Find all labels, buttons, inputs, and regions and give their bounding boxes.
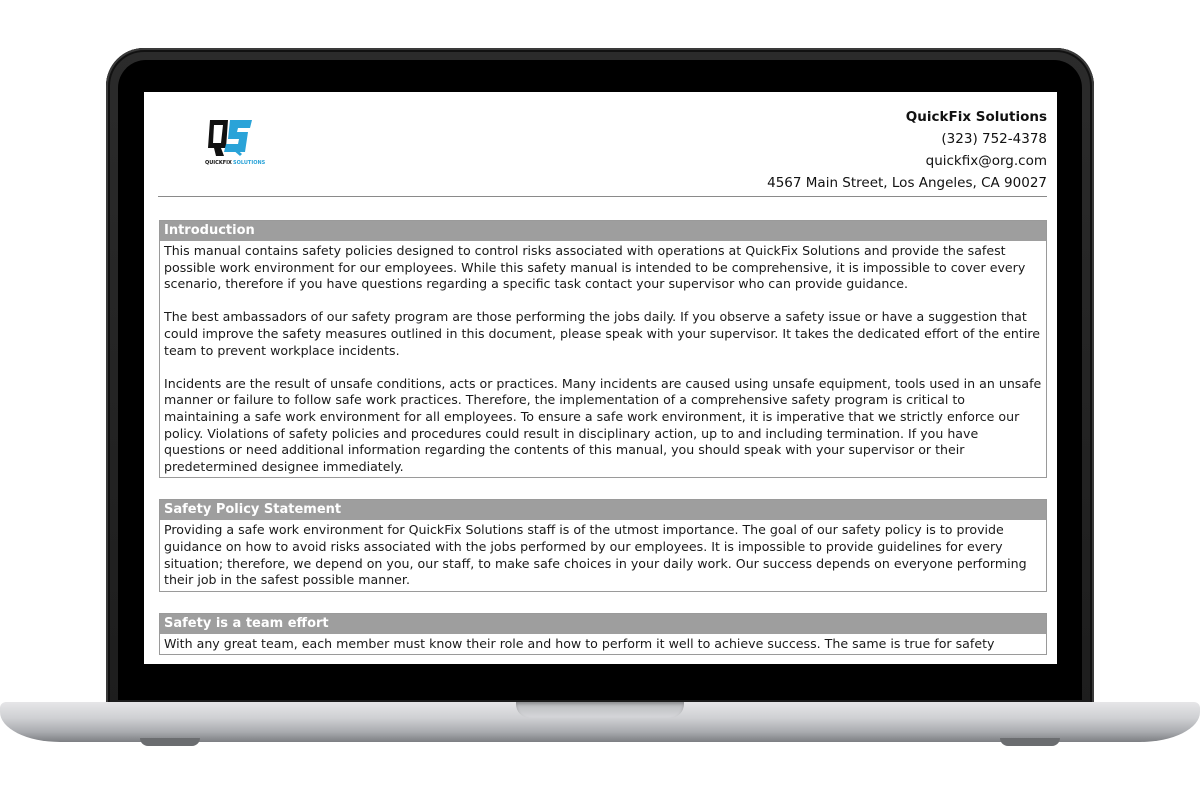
- section-body: [160, 634, 1046, 655]
- laptop-opening-notch: [516, 702, 684, 718]
- company-contact-block: [767, 106, 1047, 194]
- svg-text:QUICKFIX: QUICKFIX: [205, 160, 232, 166]
- paragraph: Providing a safe work environment for QuickFix Solutions staff is of the utmost importance. The goal of our safety policy is to provide guidance on how to avoid risks associated with the jobs performed by our employees. It is impossible to provide guidelines for every situation; therefore, we depend on you, our staff, to make safe choices in your daily work. Our success depends on everyone performing their job in the safest possible manner.: [164, 522, 1027, 588]
- document-screen[interactable]: [144, 92, 1057, 664]
- paragraph: This manual contains safety policies designed to control risks associated with operations at QuickFix Solutions and provide the safest possible work environment for our employees. While this safety manual is intended to be comprehensive, it is impossible to cover every scenario, therefore if you have questions regarding a specific task contact your supervisor who can provide guidance.: [164, 243, 1026, 292]
- section-body: [160, 520, 1046, 590]
- paragraph: With any great team, each member must know their role and how to perform it well to achieve success. The same is true for safety: [164, 635, 995, 651]
- svg-text:SOLUTIONS: SOLUTIONS: [233, 160, 266, 166]
- section-safety-team-effort: [159, 613, 1047, 656]
- laptop-foot-left: [140, 738, 200, 746]
- company-address: 4567 Main Street, Los Angeles, CA 90027: [767, 175, 1047, 191]
- document-header: [158, 92, 1047, 197]
- company-phone: (323) 752-4378: [941, 131, 1047, 147]
- section-safety-policy-statement: [159, 499, 1047, 591]
- paragraph: Incidents are the result of unsafe conditions, acts or practices. Many incidents are caused using unsafe equipment, tools used in an unsafe manner or failure to follow safe work practices. Therefore, the implementation of a comprehensive safety program is critical to maintaining a safe work environment for all employees. To ensure a safe work environment, it is imperative that we strictly enforce our policy. Violations of safety policies and procedures could result in disciplinary action, up to and including termination. If you have questions or need additional information regarding the contents of this manual, you should speak with your supervisor or their predetermined designee immediately.: [164, 375, 1042, 474]
- company-email: quickfix@org.com: [925, 153, 1047, 169]
- quickfix-logo-icon: [204, 114, 266, 166]
- section-title: Introduction: [160, 221, 1046, 241]
- section-title: Safety Policy Statement: [160, 500, 1046, 520]
- paragraph: The best ambassadors of our safety program are those performing the jobs daily. If you observe a safety issue or have a suggestion that could improve the safety measures outlined in this document, please speak with your supervisor. It takes the dedicated effort of the entire team to prevent workplace incidents.: [164, 309, 1040, 358]
- section-introduction: [159, 220, 1047, 478]
- section-body: [160, 241, 1046, 477]
- section-title: Safety is a team effort: [160, 614, 1046, 634]
- laptop-foot-right: [1000, 738, 1060, 746]
- company-name: QuickFix Solutions: [905, 109, 1047, 125]
- company-logo: [204, 114, 266, 166]
